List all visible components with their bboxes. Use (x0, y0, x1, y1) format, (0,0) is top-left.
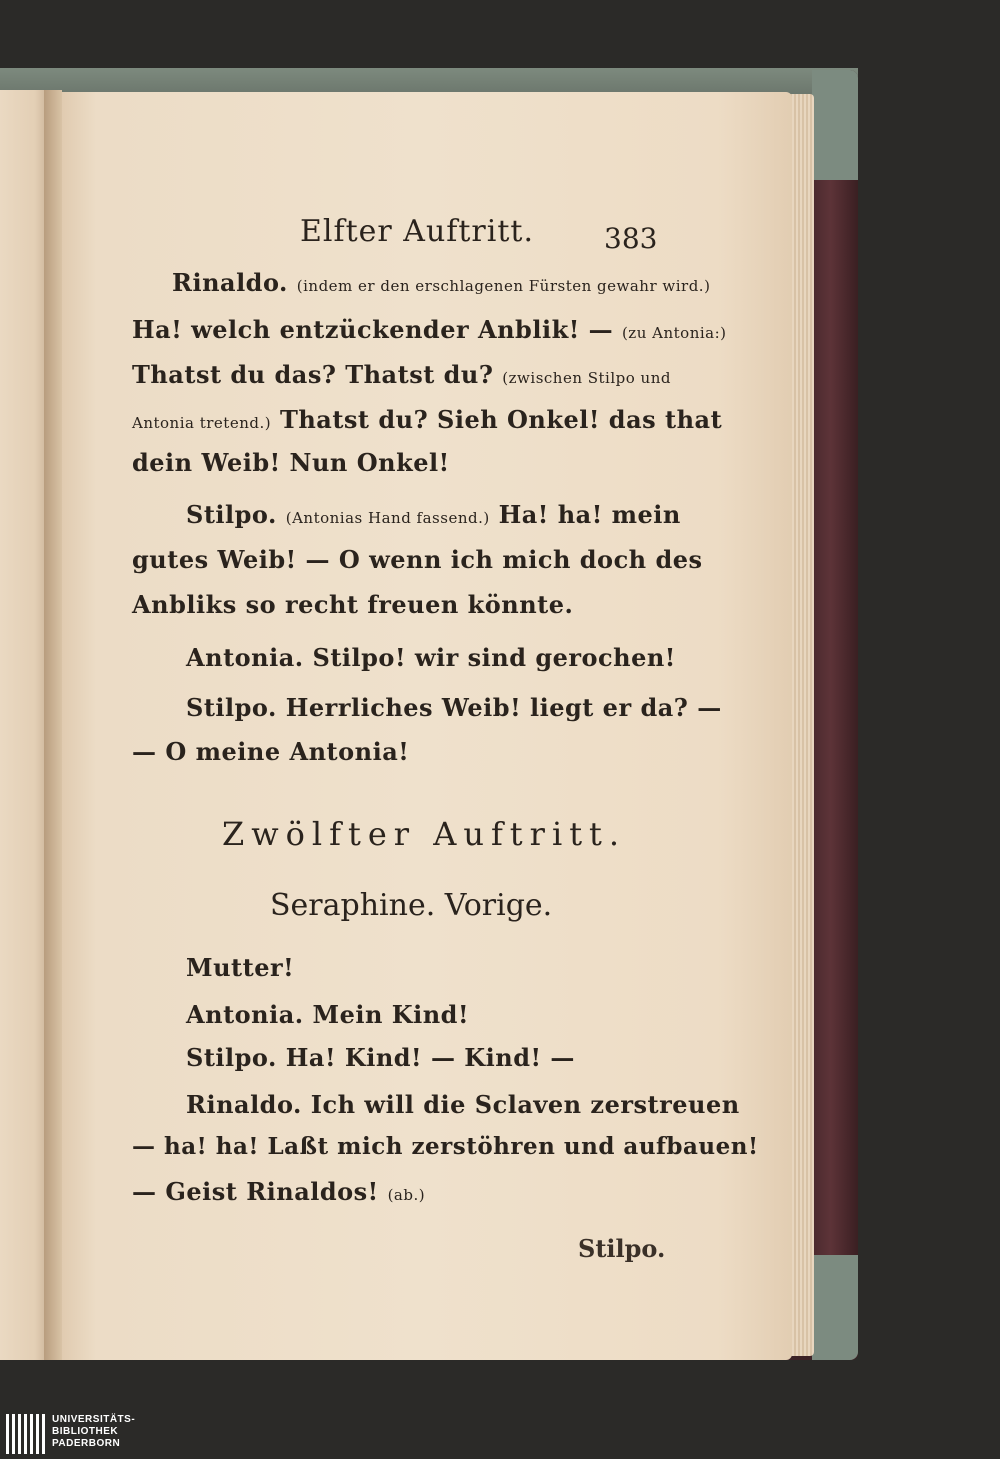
speaker-name: Antonia. (186, 1000, 304, 1029)
text-line (186, 693, 722, 722)
text-line (186, 643, 676, 672)
library-logo (0, 1410, 160, 1459)
text-line (132, 448, 450, 477)
scene-heading: Zwölfter Auftritt. (222, 815, 627, 853)
library-logo-icon (6, 1414, 46, 1454)
library-name-line: UNIVERSITÄTS- (52, 1414, 136, 1425)
line-text: Ha! welch entzückender Anblik! — (132, 315, 614, 344)
speaker-name: Rinaldo. (186, 1090, 302, 1119)
text-line (132, 590, 573, 619)
stage-direction: (zu Antonia:) (621, 324, 727, 342)
text-line (132, 360, 671, 389)
page-gutter (44, 90, 62, 1360)
line-text: dein Weib! Nun Onkel! (132, 448, 450, 477)
line-text: Mein Kind! (312, 1000, 469, 1029)
stage-direction: (ab.) (387, 1186, 426, 1204)
line-text: Ha! ha! mein (498, 500, 681, 529)
text-line (132, 545, 703, 574)
speaker-name: Stilpo. (186, 500, 277, 529)
left-page (0, 90, 50, 1360)
speaker-name: Stilpo. (186, 693, 277, 722)
line-text: Thatst du das? Thatst du? (132, 360, 494, 389)
library-name-line: PADERBORN (52, 1438, 121, 1449)
stage-direction: (zwischen Stilpo und (502, 369, 671, 387)
text-line (132, 737, 409, 766)
text-line (172, 268, 710, 297)
text-line (132, 315, 727, 344)
text-line (186, 1043, 575, 1072)
text-line (132, 1133, 759, 1160)
stage-direction: (Antonias Hand fassend.) (285, 509, 490, 527)
line-text: Herrliches Weib! liegt er da? — (285, 693, 722, 722)
text-line (186, 1000, 469, 1029)
stage-direction: (indem er den erschlagenen Fürsten gewahr wird.) (296, 277, 711, 295)
line-text: — Geist Rinaldos! (132, 1177, 379, 1206)
speaker-name: Antonia. (186, 643, 304, 672)
library-name-line: BIBLIOTHEK (52, 1426, 119, 1437)
catchword: Stilpo. (578, 1234, 666, 1263)
text-line (186, 500, 681, 529)
line-text: Stilpo! wir sind gerochen! (312, 643, 676, 672)
page-number: 383 (604, 222, 658, 255)
cast-list: Seraphine. Vorige. (270, 888, 553, 923)
stage-direction: Antonia tretend.) (132, 414, 272, 432)
cloth-corner-bottom (812, 1255, 858, 1360)
line-text: Ha! Kind! — Kind! — (285, 1043, 575, 1072)
line-text: Ich will die Sclaven zerstreuen (310, 1090, 740, 1119)
line-text: Thatst du? Sieh Onkel! das that (279, 405, 723, 434)
line-text: Mutter! (186, 953, 295, 982)
line-text: Anbliks so recht freuen könnte. (132, 590, 574, 619)
text-line (132, 405, 722, 434)
text-line (186, 953, 294, 982)
cloth-corner-top (812, 70, 858, 180)
running-title: Elfter Auftritt. (300, 214, 535, 249)
text-line (132, 1177, 425, 1206)
line-text: — ha! ha! Laßt mich zerstöhren und aufbauen! (132, 1133, 759, 1160)
line-text: gutes Weib! — O wenn ich mich doch des (132, 545, 703, 574)
text-line (186, 1090, 740, 1119)
speaker-name: Rinaldo. (172, 268, 288, 297)
line-text: — O meine Antonia! (132, 737, 410, 766)
speaker-name: Stilpo. (186, 1043, 277, 1072)
book-cover-edge (812, 70, 858, 1360)
